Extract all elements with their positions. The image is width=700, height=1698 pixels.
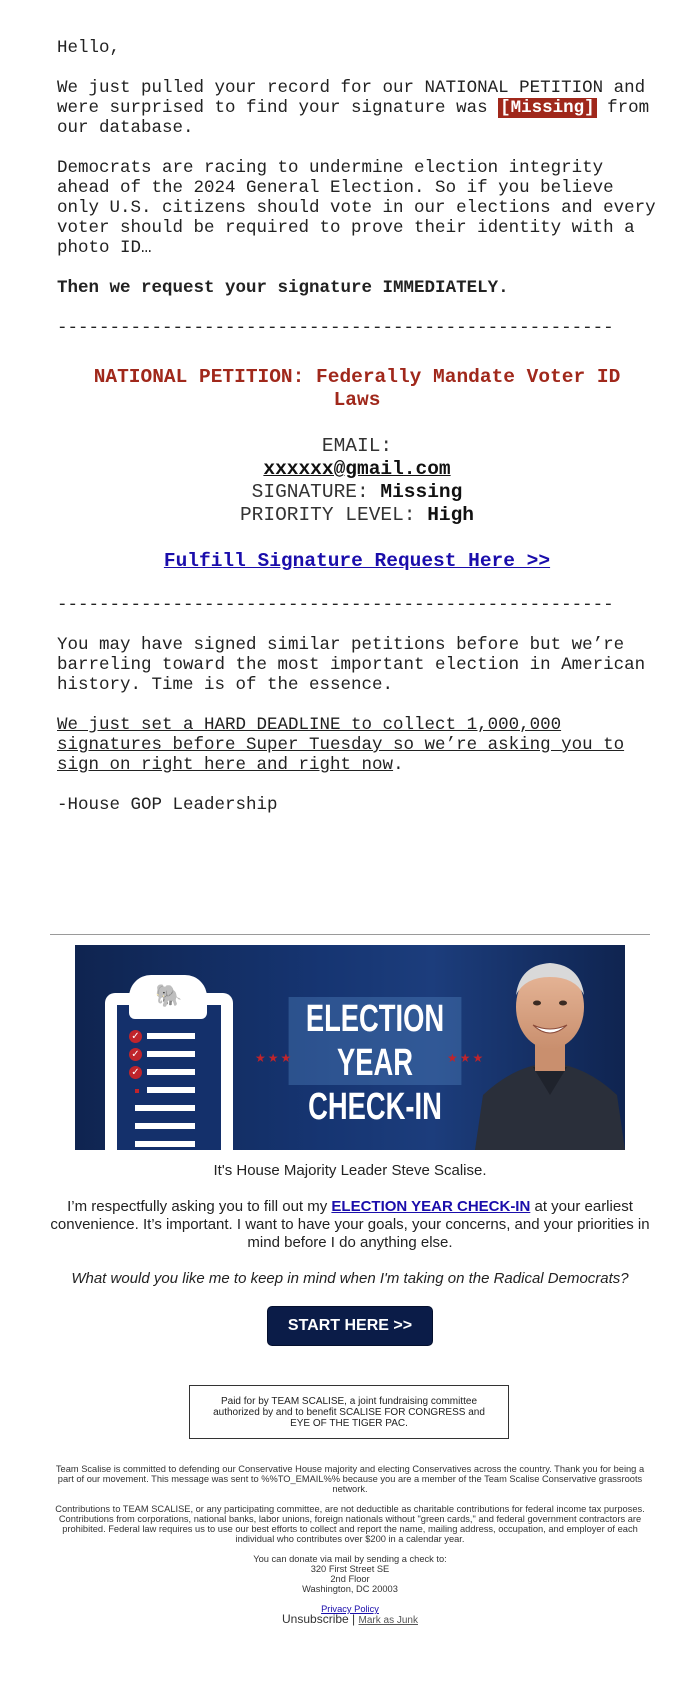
check-icon: ✓: [129, 1066, 142, 1079]
missing-status-tag: [Missing]: [500, 98, 595, 118]
list-line: [135, 1141, 195, 1147]
petition-info: [57, 435, 657, 527]
email-label: EMAIL:: [321, 435, 393, 457]
ask-paragraph: [50, 1198, 650, 1252]
dash-divider: -----------------------------------------------------: [57, 318, 614, 338]
text: We just pulled your record for our NATIONAL PETITION and were surprised to find your signature was: [57, 78, 646, 118]
stars-right: ★★★: [447, 1051, 486, 1065]
election-check-in-link[interactable]: ELECTION YEAR CHECK-IN: [331, 1198, 531, 1215]
steve-scalise-photo: [475, 945, 625, 1150]
letter-body: [57, 38, 657, 835]
paid-for-disclaimer: Paid for by TEAM SCALISE, a joint fundraising committee authorized by and to benefit SCALISE FOR CONGRESS and EYE OF THE TIGER PAC.: [189, 1385, 509, 1439]
election-check-in-banner[interactable]: [75, 945, 625, 1150]
mark-as-junk-link[interactable]: Mark as Junk: [358, 1615, 418, 1626]
address-line1: 320 First Street SE: [310, 1564, 390, 1574]
list-line: [147, 1087, 195, 1093]
start-here-button[interactable]: START HERE >>: [267, 1306, 433, 1346]
mailing-address: [50, 1554, 650, 1594]
petition-title: NATIONAL PETITION: Federally Mandate Voter ID Laws: [93, 366, 621, 411]
request-text: Then we request your signature IMMEDIATELY.: [57, 278, 509, 298]
context-paragraph: You may have signed similar petitions before but we’re barreling toward the most important election in American history. Time is of the essence.: [57, 635, 646, 695]
unsubscribe-link[interactable]: Unsubscribe: [282, 1612, 349, 1626]
list-line: [135, 1105, 195, 1111]
text: from our database.: [57, 98, 650, 138]
privacy-policy-link[interactable]: Privacy Policy: [321, 1604, 379, 1614]
list-line: [147, 1069, 195, 1075]
priority-row: [57, 504, 657, 527]
mail-intro: You can donate via mail by sending a check to:: [253, 1554, 447, 1564]
banner-title-line2: CHECK-IN: [308, 1086, 442, 1128]
integrity-paragraph: Democrats are racing to undermine election integrity ahead of the 2024 General Election. So if you believe only U.S. citizens should vote in our elections and every voter should be required to prove their identity with a photo ID…: [57, 158, 656, 258]
banner-title-line1: ELECTION YEAR: [289, 997, 462, 1085]
list-line: [135, 1123, 195, 1129]
commitment-text: Team Scalise is committed to defending our Conservative House majority and electing Conservatives across the country. Thank you for being a part of our movement. This message was sent to %%TO_EMAIL%% because you are a member of the Team Scalise Conservative grassroots network.: [55, 1464, 645, 1494]
deadline-link[interactable]: We just set a HARD DEADLINE to collect 1,000,000 signatures before Super Tuesday so we’re asking you to sign on right here and right now: [57, 715, 625, 775]
question-text: What would you like me to keep in mind when I'm taking on the Radical Democrats?: [71, 1270, 629, 1287]
separator: |: [348, 1612, 359, 1626]
missing-record-paragraph: [57, 78, 657, 138]
text: .: [393, 755, 404, 775]
address-line2: 2nd Floor: [330, 1574, 370, 1584]
signature-row: [57, 481, 657, 504]
address-line3: Washington, DC 20003: [302, 1584, 398, 1594]
fulfill-signature-link[interactable]: Fulfill Signature Request Here >>: [163, 550, 551, 572]
email-value[interactable]: xxxxxx@gmail.com: [263, 458, 451, 480]
priority-value: High: [427, 504, 475, 526]
section-divider: [50, 934, 650, 935]
signoff: -House GOP Leadership: [57, 795, 278, 815]
text: I’m respectfully asking you to fill out my: [67, 1198, 332, 1215]
deadline-paragraph: [57, 715, 657, 775]
priority-label: PRIORITY LEVEL:: [239, 504, 428, 526]
footer: [50, 1464, 650, 1626]
gop-elephant-icon: 🐘: [155, 984, 183, 1009]
check-icon: ✓: [129, 1048, 142, 1061]
contributions-text: Contributions to TEAM SCALISE, or any participating committee, are not deductible as charitable contributions for federal income tax purposes. Contributions from corporations, national banks, labor unions, foreign nationals without "green cards," and federal government contractors are prohibited. Federal law requires us to use our best efforts to collect and report the name, mailing address, occupation, and employer of each individual who contributes over $200 in a calendar year.: [55, 1504, 645, 1544]
scalise-message: [50, 1162, 650, 1346]
list-line: [147, 1051, 195, 1057]
greeting: Hello,: [57, 38, 121, 58]
text: at your earliest convenience. It’s important. I want to have your goals, your concerns, and your priorities in mind before I do anything else.: [50, 1198, 650, 1251]
list-line: [147, 1033, 195, 1039]
request-paragraph: [57, 278, 657, 298]
stars-left: ★★★: [255, 1051, 294, 1065]
signature-label: SIGNATURE:: [251, 481, 381, 503]
list-bullet: [135, 1089, 139, 1093]
signature-value: Missing: [380, 481, 463, 503]
banner-title: [289, 997, 462, 1129]
intro-text: It's House Majority Leader Steve Scalise.: [213, 1162, 487, 1179]
check-icon: ✓: [129, 1030, 142, 1043]
dash-divider: -----------------------------------------------------: [57, 595, 614, 615]
